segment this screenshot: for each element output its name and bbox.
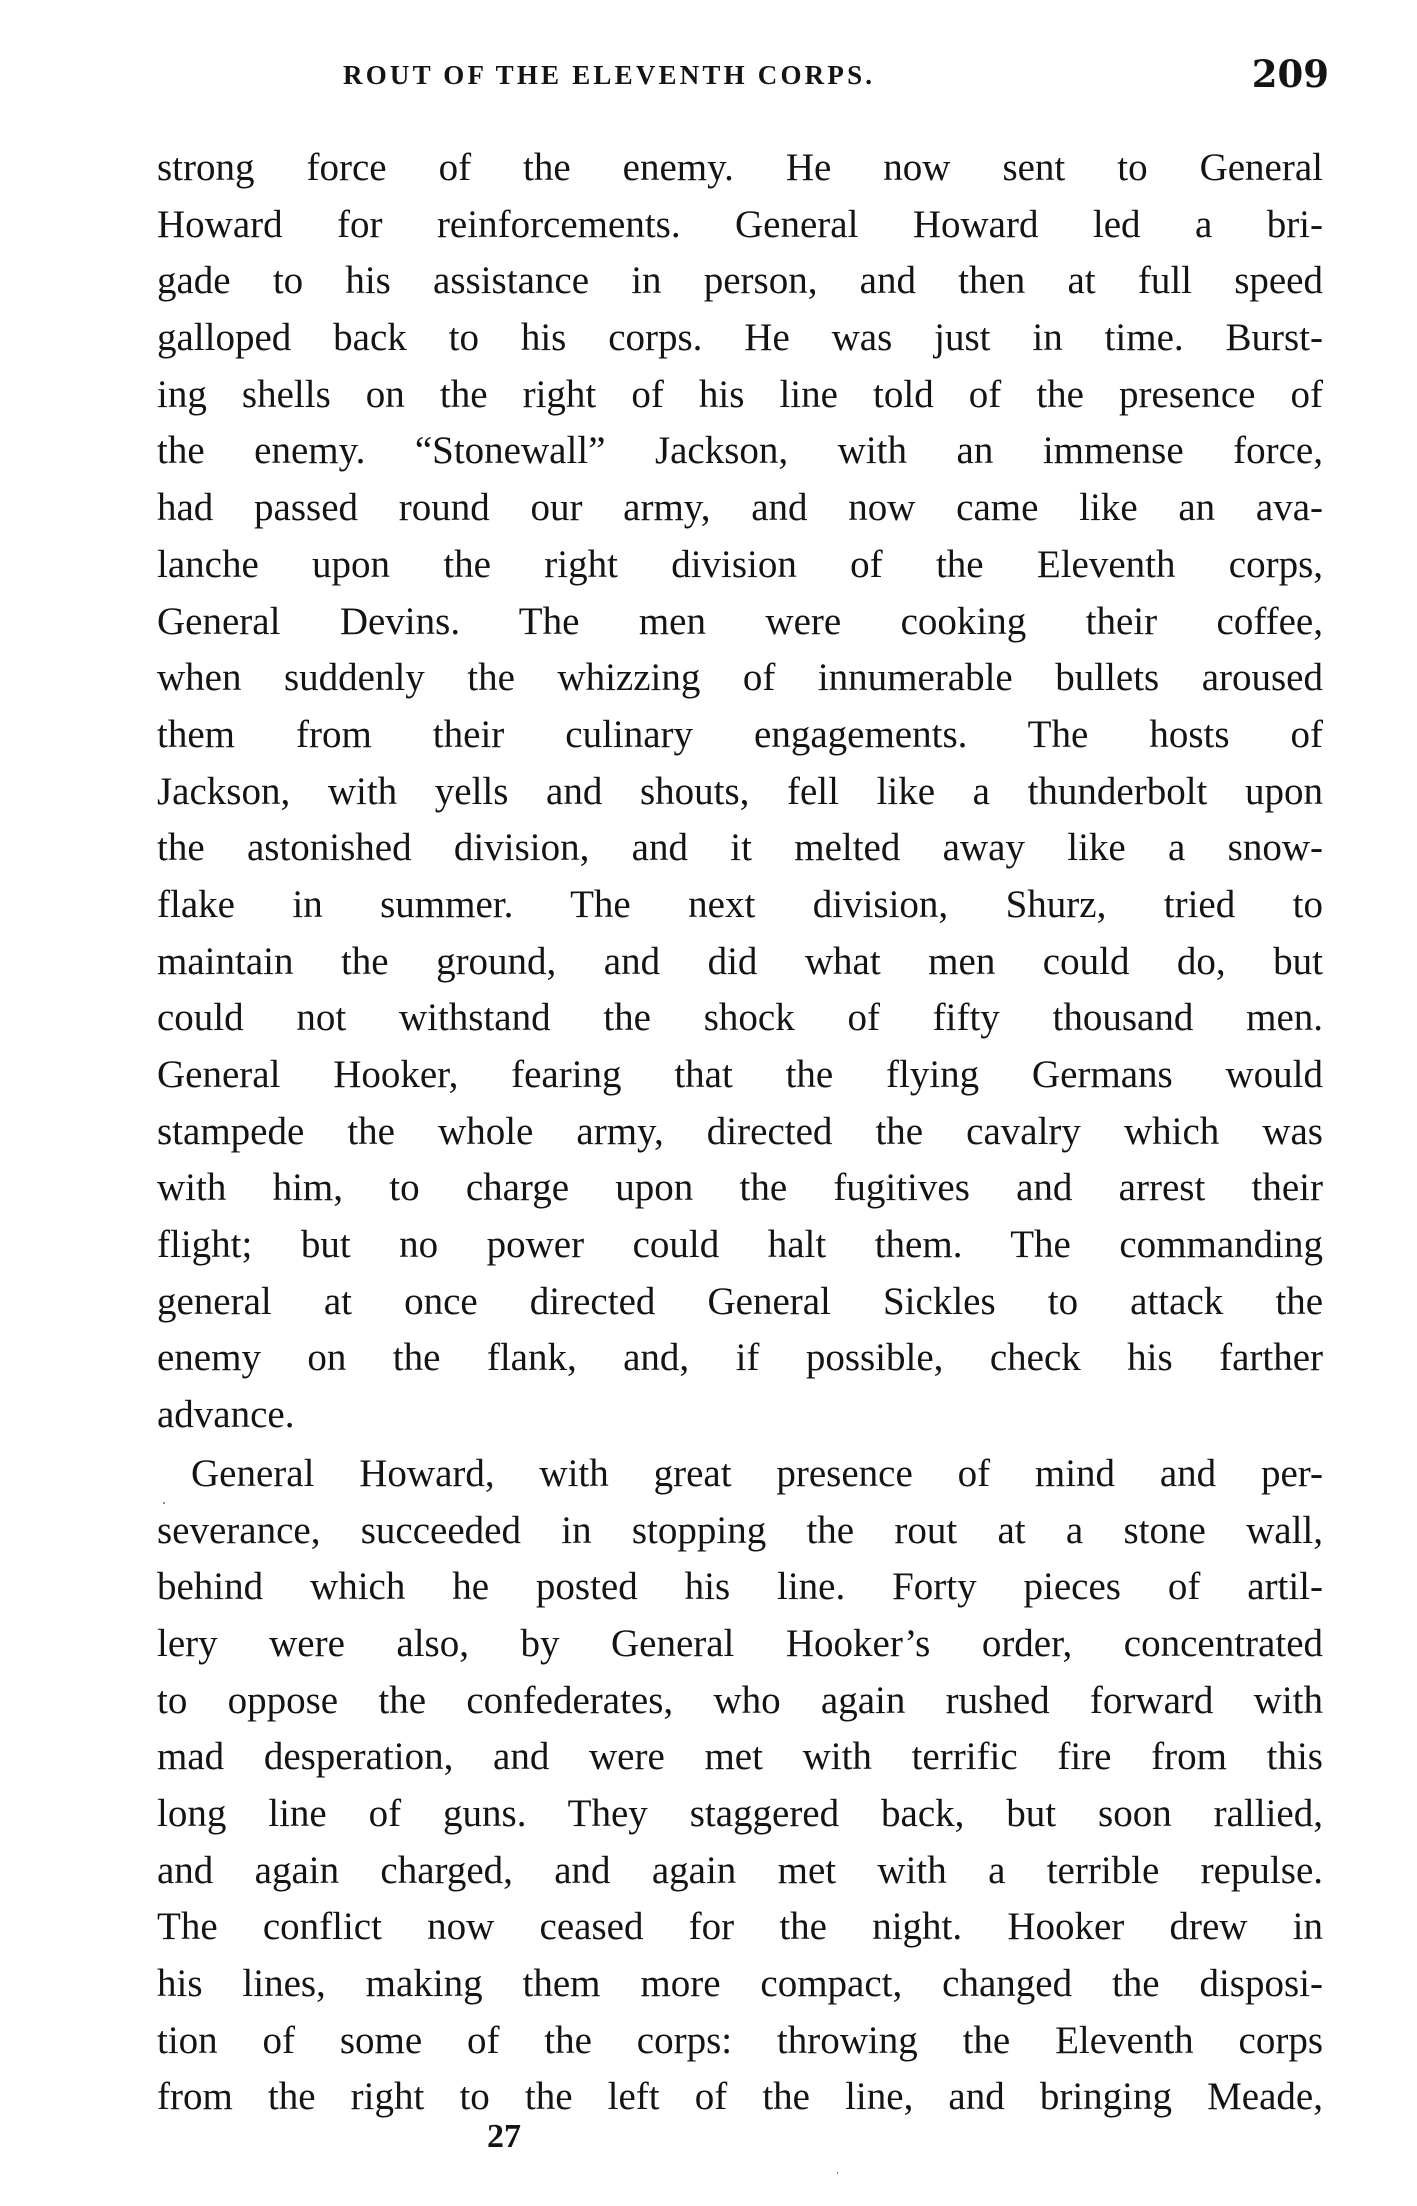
text-line: and again charged, and again met with a terrible repulse. <box>157 1848 1323 1892</box>
running-title: ROUT OF THE ELEVENTH CORPS. <box>343 60 876 90</box>
text-line: could not withstand the shock of fifty thousand men. <box>157 996 1323 1040</box>
text-line: mad desperation, and were met with terrific fire from this <box>157 1735 1323 1779</box>
signature-mark: 27 <box>487 2118 521 2155</box>
page-number: 209 <box>1251 52 1329 96</box>
text-line: behind which he posted his line. Forty pieces of artil- <box>157 1565 1323 1609</box>
text-line: long line of guns. They staggered back, but soon rallied, <box>157 1791 1323 1835</box>
text-line: galloped back to his corps. He was just in time. Burst- <box>157 316 1323 360</box>
text-line: flake in summer. The next division, Shurz, tried to <box>157 882 1323 926</box>
paragraph-2 <box>157 1446 1323 2126</box>
text-line: with him, to charge upon the fugitives and arrest their <box>157 1166 1323 1210</box>
body-text <box>157 140 1323 2126</box>
text-line: General Devins. The men were cooking their coffee, <box>157 599 1323 643</box>
text-line: Howard for reinforcements. General Howard led a bri- <box>157 202 1323 246</box>
text-line: General Howard, with great presence of mind and per- <box>191 1451 1323 1495</box>
text-line: severance, succeeded in stopping the rout at a stone wall, <box>157 1508 1323 1552</box>
text-line: them from their culinary engagements. The hosts of <box>157 712 1323 756</box>
text-line: maintain the ground, and did what men could do, but <box>157 939 1323 983</box>
print-speck <box>163 1502 165 1504</box>
running-head <box>157 52 1329 102</box>
text-line: the enemy. “Stonewall” Jackson, with an immense force, <box>157 429 1323 473</box>
text-line: lery were also, by General Hooker’s order, concentrated <box>157 1621 1323 1665</box>
text-line: General Hooker, fearing that the flying Germans would <box>157 1053 1323 1096</box>
text-line: lanche upon the right division of the Eleventh corps, <box>157 542 1323 586</box>
text-line: from the right to the left of the line, and bringing Meade, <box>157 2075 1323 2119</box>
text-line: tion of some of the corps: throwing the Eleventh corps <box>157 2018 1323 2062</box>
text-line: had passed round our army, and now came like an ava- <box>157 486 1323 530</box>
text-line: to oppose the confederates, who again rushed forward with <box>157 1678 1323 1722</box>
text-line: ing shells on the right of his line told of the presence of <box>157 372 1323 416</box>
text-line: his lines, making them more compact, changed the disposi- <box>157 1962 1323 2005</box>
text-line: flight; but no power could halt them. The commanding <box>157 1223 1323 1267</box>
print-speck <box>837 2172 838 2174</box>
text-line: gade to his assistance in person, and then at full speed <box>157 259 1323 303</box>
text-line: enemy on the flank, and, if possible, check his farther <box>157 1336 1323 1380</box>
text-line: The conflict now ceased for the night. Hooker drew in <box>157 1905 1323 1949</box>
text-line: general at once directed General Sickles to attack the <box>157 1279 1323 1323</box>
text-line: advance. <box>157 1393 295 1437</box>
text-line: the astonished division, and it melted away like a snow- <box>157 826 1323 870</box>
text-line: when suddenly the whizzing of innumerable bullets aroused <box>157 656 1323 700</box>
text-line: Jackson, with yells and shouts, fell like a thunderbolt upon <box>157 769 1323 813</box>
paragraph-1 <box>157 140 1323 1444</box>
text-line: stampede the whole army, directed the cavalry which was <box>157 1109 1323 1153</box>
text-line: strong force of the enemy. He now sent to General <box>157 146 1323 189</box>
